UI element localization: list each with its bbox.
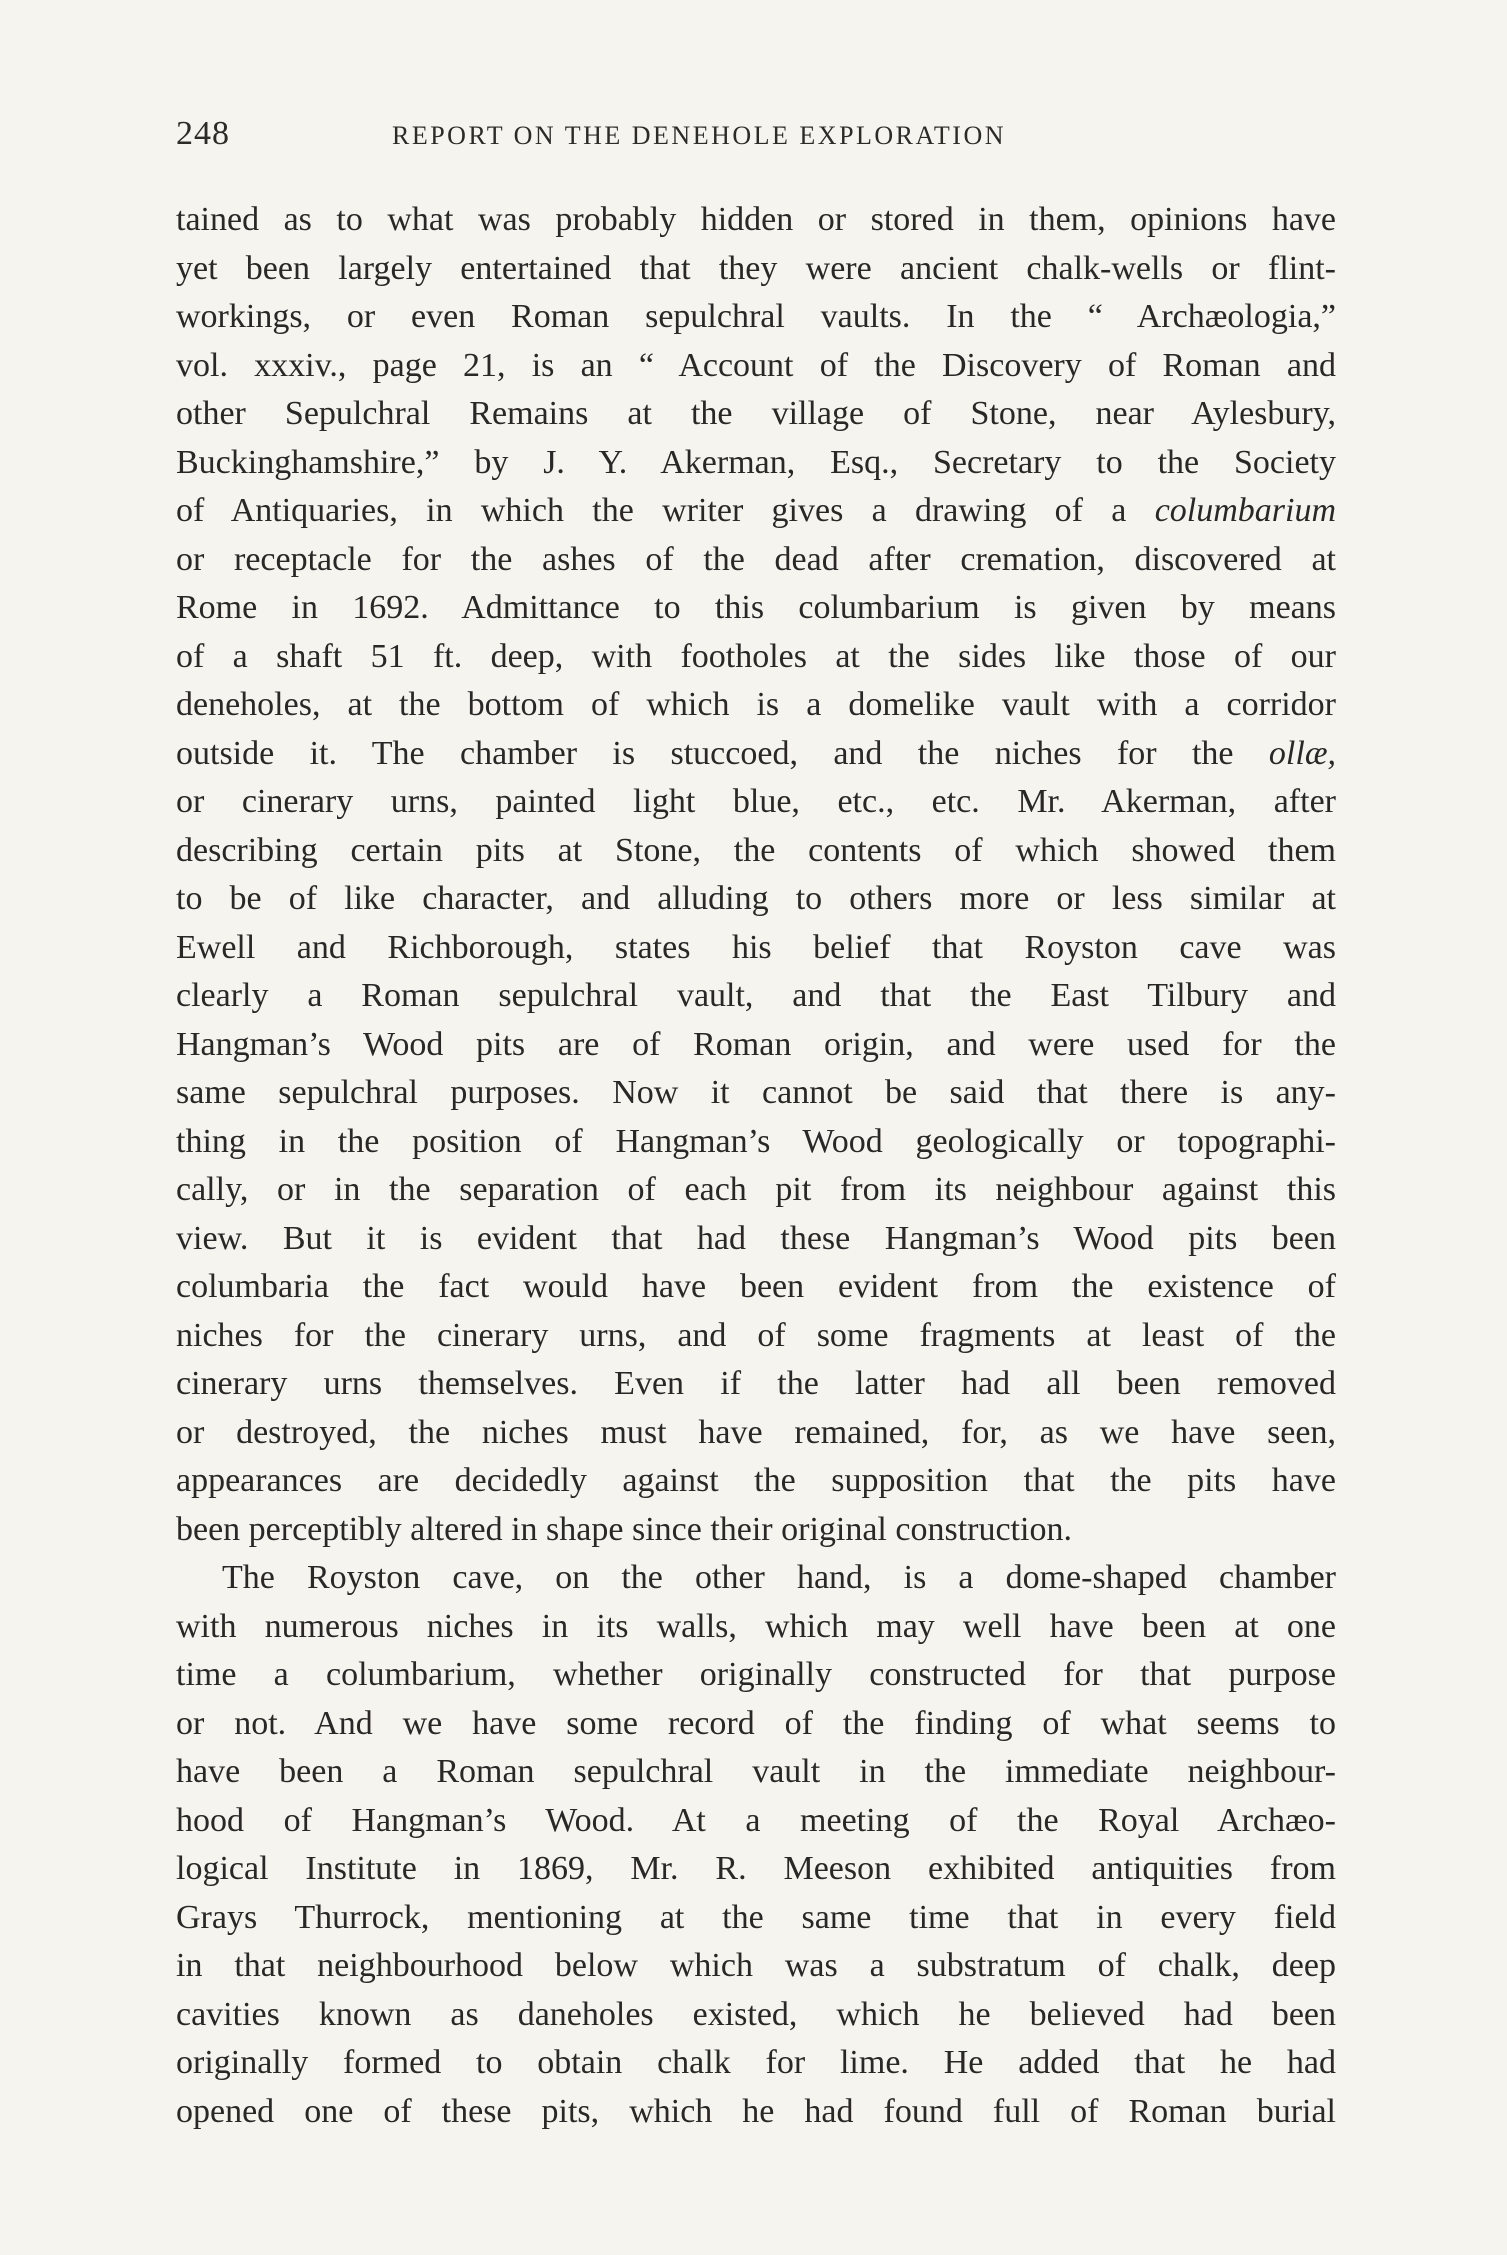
text-line: appearances are decidedly against the supposition that the pits have: [176, 1462, 1336, 1499]
text-line: time a columbarium, whether originally constructed for that purpose: [176, 1656, 1336, 1693]
text-fragment: outside it. The chamber is stuccoed, and the niches for the: [176, 734, 1234, 772]
text-line: or destroyed, the niches must have remained, for, as we have seen,: [176, 1413, 1336, 1451]
text-line: originally formed to obtain chalk for lime. He added that he had: [176, 2044, 1336, 2081]
body-text: [176, 196, 1336, 2136]
page-header: [0, 112, 1507, 156]
text-line: view. But it is evident that had these Hangman’s Wood pits been: [176, 1219, 1336, 1257]
text-line: The Royston cave, on the other hand, is a dome-shaped chamber: [222, 1559, 1336, 1596]
text-line: Rome in 1692. Admittance to this columbarium is given by means: [176, 589, 1336, 626]
text-line: or cinerary urns, painted light blue, etc., etc. Mr. Akerman, after: [176, 783, 1336, 820]
text-line: or not. And we have some record of the finding of what seems to: [176, 1704, 1336, 1742]
italic-word: columbarium: [1154, 492, 1337, 529]
text-line: have been a Roman sepulchral vault in the immediate neighbour-: [176, 1753, 1336, 1790]
text-line: vol. xxxiv., page 21, is an “ Account of the Discovery of Roman and: [176, 346, 1336, 384]
text-line: or receptacle for the ashes of the dead after cremation, discovered at: [176, 540, 1336, 578]
text-line: workings, or even Roman sepulchral vaults. In the “ Archæologia,”: [176, 298, 1336, 335]
text-line: hood of Hangman’s Wood. At a meeting of the Royal Archæo-: [176, 1801, 1336, 1839]
text-line: been perceptibly altered in shape since their original construction.: [176, 1510, 1072, 1548]
text-line: with numerous niches in its walls, which may well have been at one: [176, 1607, 1336, 1645]
text-line: of a shaft 51 ft. deep, with footholes at the sides like those of our: [176, 637, 1336, 675]
text-line: tained as to what was probably hidden or stored in them, opinions have: [176, 201, 1336, 238]
page-number: 248: [176, 115, 230, 152]
italic-word: ollæ,: [1268, 734, 1336, 772]
text-line: Hangman’s Wood pits are of Roman origin, and were used for the: [176, 1025, 1336, 1063]
text-line: in that neighbourhood below which was a substratum of chalk, deep: [176, 1947, 1336, 1984]
text-line: describing certain pits at Stone, the contents of which showed them: [176, 831, 1336, 869]
text-line: columbaria the fact would have been evident from the existence of: [176, 1268, 1336, 1305]
text-fragment: of Antiquaries, in which the writer gives a drawing of a: [176, 492, 1127, 529]
text-line: logical Institute in 1869, Mr. R. Meeson exhibited antiquities from: [176, 1850, 1336, 1887]
text-line-with-italic: [176, 730, 1336, 779]
text-line: clearly a Roman sepulchral vault, and that the East Tilbury and: [176, 977, 1336, 1014]
text-line: Grays Thurrock, mentioning at the same time that in every field: [176, 1898, 1336, 1936]
text-line-with-italic: [176, 487, 1336, 536]
text-line: niches for the cinerary urns, and of some fragments at least of the: [176, 1316, 1336, 1354]
text-line: cally, or in the separation of each pit from its neighbour against this: [176, 1171, 1336, 1208]
text-line: cavities known as daneholes existed, which he believed had been: [176, 1995, 1336, 2033]
running-head: REPORT ON THE DENEHOLE EXPLORATION: [392, 121, 1007, 150]
text-line: thing in the position of Hangman’s Wood geologically or topographi-: [176, 1122, 1336, 1160]
text-line: deneholes, at the bottom of which is a domelike vault with a corridor: [176, 686, 1336, 723]
text-line: Buckinghamshire,” by J. Y. Akerman, Esq., Secretary to the Society: [176, 443, 1336, 481]
text-line: opened one of these pits, which he had found full of Roman burial: [176, 2092, 1336, 2130]
text-line: Ewell and Richborough, states his belief that Royston cave was: [176, 928, 1336, 966]
text-line: other Sepulchral Remains at the village of Stone, near Aylesbury,: [176, 395, 1336, 432]
text-line: yet been largely entertained that they were ancient chalk-wells or flint-: [176, 249, 1336, 287]
text-line: same sepulchral purposes. Now it cannot be said that there is any-: [176, 1074, 1336, 1111]
text-line: cinerary urns themselves. Even if the latter had all been removed: [176, 1365, 1336, 1402]
text-line: to be of like character, and alluding to others more or less similar at: [176, 880, 1336, 917]
